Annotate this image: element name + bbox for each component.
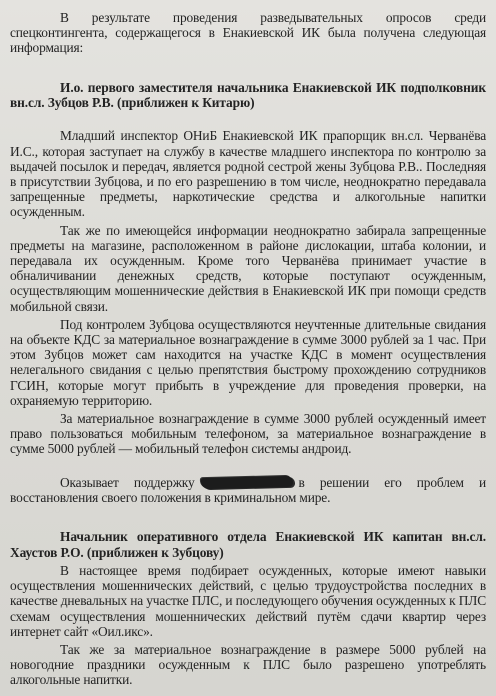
redaction-mark bbox=[200, 475, 292, 488]
section2-heading: Начальник оперативного отдела Енакиевской ИК капитан вн.сл. Хаустов Р.О. (приближен к Зубцову) bbox=[10, 529, 486, 560]
document-body bbox=[10, 10, 486, 688]
section1-paragraph-3: Под контролем Зубцова осуществляются неучтенные длительные свидания на объекте КДС за материальное вознаграждение в сумме 3000 рублей за 1 час. При этом Зубцов может сам находится на участке КДС в момент осуществления нелегального свидания с целью препятствия быстрому прохождению сотрудников ГСИН, которые могут прибыть в учреждение для проведения проверки, на охраняемую территорию. bbox=[10, 316, 486, 408]
spacer bbox=[10, 110, 486, 128]
section2-paragraph-2: Так же за материальное вознаграждение в размере 5000 рублей на новогодние праздники осужденным к ПЛС было разрешено употреблять алкогольные напитки. bbox=[10, 641, 486, 688]
intro-paragraph: В результате проведения разведывательных опросов среди спецконтингента, содержащегося в Енакиевской ИК была получена следующая информация: bbox=[10, 10, 486, 56]
support-text-after: в решении его проблем и восстановления своего положения в криминальном мире. bbox=[10, 474, 486, 505]
section2-paragraph-1: В настоящее время подбирает осужденных, которые имеют навыки осуществления мошеннических действий, с целью трудоустройства последних в качестве дневальных на участке ПЛС, и последующего обучения осужденных к ПЛС схемам осуществления мошеннических действий путём сдачи квартир через интернет сайт «Оил.икс». bbox=[10, 562, 486, 639]
spacer bbox=[10, 457, 486, 475]
spacer bbox=[10, 56, 486, 80]
section1-heading: И.о. первого заместителя начальника Енакиевской ИК подполковник вн.сл. Зубцов Р.В. (приближен к Китарю) bbox=[10, 79, 486, 111]
section1-paragraph-1: Младший инспектор ОНиБ Енакиевской ИК прапорщик вн.сл. Черванёва И.С., которая заступает на службу в качестве младшего инспектора по контролю за выдачей посылок и передач, является родной сестрой жены Зубцова Р.В.. Последняя в присутствии Зубцова, и по его разрешению в том числе, неоднократно передавала запрещенные предметы, наркотические средства и алкогольные напитки осужденным. bbox=[10, 128, 486, 220]
section1-paragraph-5 bbox=[10, 475, 486, 505]
section1-paragraph-2: Так же по имеющейся информации неоднократно забирала запрещенные предметы на магазине, расположенном в районе дислокации, штаба колонии, и передавала их осужденным. Кроме того Черванёва принимает участие в обналичивании денежных средств, которые поступают осужденным, осуществляющим мошеннические действия в Енакиевской ИК при помощи средств мобильной связи. bbox=[10, 222, 486, 314]
support-text-before: Оказывает поддержку bbox=[60, 474, 195, 490]
spacer bbox=[10, 505, 486, 529]
section1-paragraph-4: За материальное вознаграждение в сумме 3000 рублей осужденный имеет право пользоваться мобильным телефоном, за материальное вознаграждение в сумме 5000 рублей — мобильный телефон системы андроид. bbox=[10, 411, 486, 457]
